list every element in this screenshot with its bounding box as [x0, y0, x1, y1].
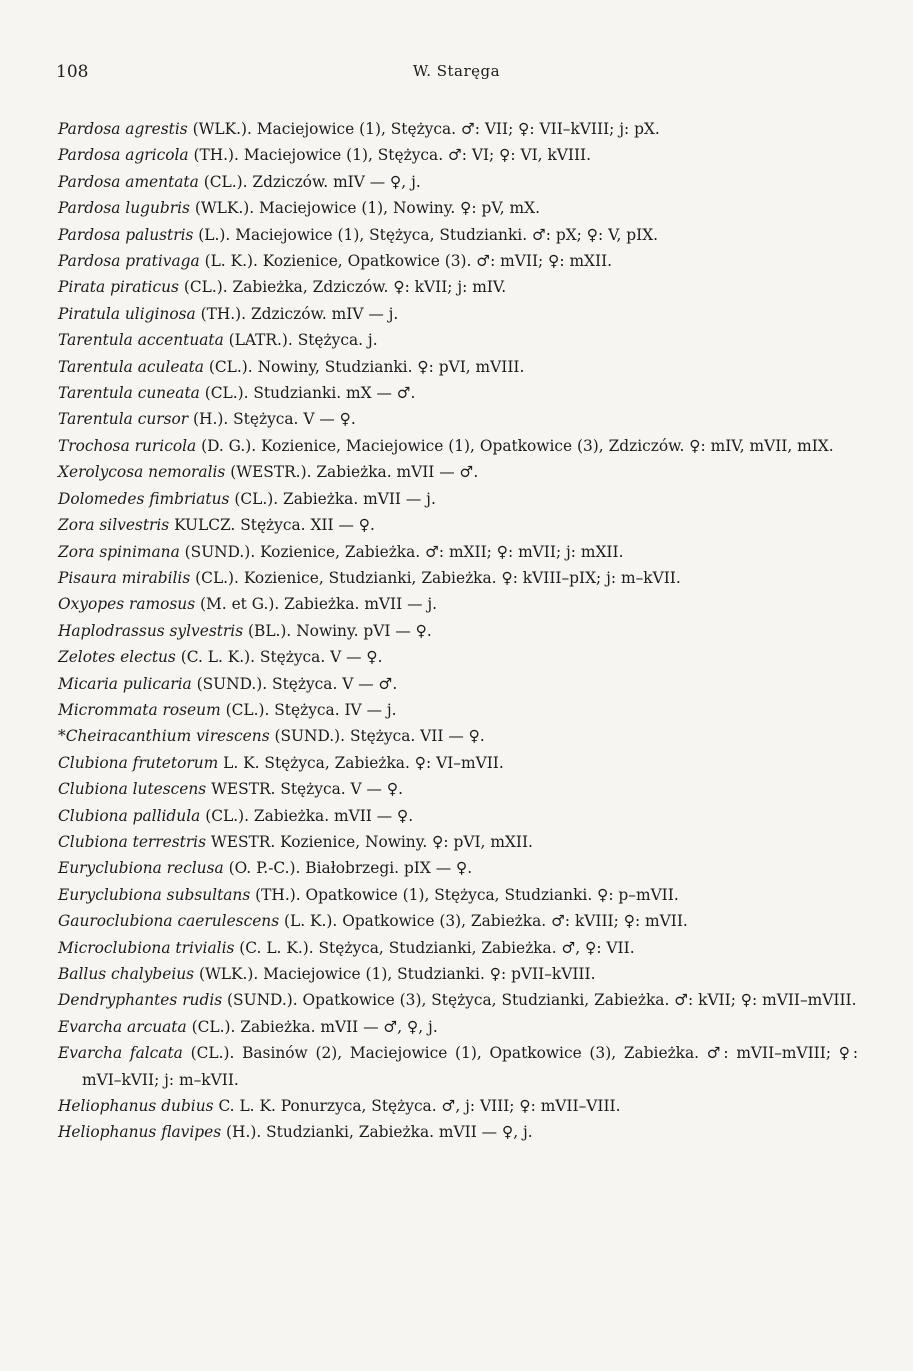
species-entry — [58, 354, 858, 380]
species-name: *Cheiracanthium virescens — [58, 727, 270, 746]
species-entry — [58, 935, 858, 961]
species-entry — [58, 776, 858, 802]
species-entry — [58, 222, 858, 248]
species-record: (SUND.). Stężyca. VII — ♀. — [269, 727, 485, 746]
species-entry — [58, 644, 858, 670]
species-name: Tarentula cursor — [58, 410, 189, 429]
species-record: (C. L. K.). Stężyca. V — ♀. — [175, 648, 383, 667]
species-name: Gauroclubiona caerulescens — [58, 912, 280, 931]
species-name: Pirata piraticus — [58, 278, 179, 297]
species-record: (CL.). Studzianki. mX — ♂. — [199, 384, 416, 403]
species-entry — [58, 195, 858, 221]
species-record: WESTR. Stężyca. V — ♀. — [206, 780, 403, 799]
species-entry — [58, 433, 858, 459]
page-number: 108 — [56, 62, 89, 82]
species-record: (SUND.). Opatkowice (3), Stężyca, Studzianki, Zabieżka. ♂: kVII; ♀: mVII–mVIII. — [222, 991, 857, 1010]
species-record: (CL.). Stężyca. IV — j. — [220, 700, 397, 719]
species-entry — [58, 803, 858, 829]
species-record: (CL.). Nowiny, Studzianki. ♀: pVI, mVIII. — [204, 357, 525, 376]
species-name: Pardosa lugubris — [58, 199, 190, 218]
species-entry — [58, 248, 858, 274]
species-name: Microclubiona trivialis — [58, 938, 235, 957]
species-name: Clubiona terrestris — [58, 832, 207, 851]
species-name: Tarentula cuneata — [58, 384, 200, 403]
species-name: Evarcha falcata — [58, 1044, 183, 1063]
species-entry — [58, 486, 858, 512]
species-name: Pardosa amentata — [58, 172, 199, 191]
species-entry — [58, 829, 858, 855]
species-entry — [58, 301, 858, 327]
page-header — [56, 62, 857, 84]
species-record: (TH.). Maciejowice (1), Stężyca. ♂: VI; ♀: VI, kVIII. — [188, 146, 592, 165]
species-entry — [58, 723, 858, 749]
species-record: (CL.). Kozienice, Studzianki, Zabieżka. ♀: kVIII–pIX; j: m–kVII. — [190, 568, 681, 587]
species-name: Dolomedes fimbriatus — [58, 489, 230, 508]
species-entry — [58, 618, 858, 644]
species-entry — [58, 539, 858, 565]
species-entry — [58, 987, 858, 1013]
species-record: (WLK.). Maciejowice (1), Stężyca. ♂: VII; ♀: VII–kVIII; j: pX. — [187, 120, 660, 138]
species-name: Pisaura mirabilis — [58, 568, 191, 587]
species-record: (CL.). Zabieżka. mVII — ♂, ♀, j. — [186, 1017, 438, 1036]
species-name: Pardosa agricola — [58, 146, 189, 165]
species-name: Clubiona frutetorum — [58, 753, 219, 772]
species-record: KULCZ. Stężyca. XII — ♀. — [169, 516, 375, 535]
species-record: L. K. Stężyca, Zabieżka. ♀: VI–mVII. — [218, 753, 504, 772]
species-record: (C. L. K.). Stężyca, Studzianki, Zabieżka. ♂, ♀: VII. — [234, 938, 635, 957]
species-entry — [58, 459, 858, 485]
species-record: (SUND.). Stężyca. V — ♂. — [191, 674, 398, 693]
species-entry — [58, 1093, 858, 1119]
species-record: (TH.). Opatkowice (1), Stężyca, Studzianki. ♀: p–mVII. — [250, 885, 679, 904]
species-name: Clubiona pallidula — [58, 806, 201, 825]
species-name: Haplodrassus sylvestris — [58, 621, 244, 640]
species-record: (L. K.). Kozienice, Opatkowice (3). ♂: mVII; ♀: mXII. — [199, 252, 613, 271]
species-record: (CL.). Basinów (2), Maciejowice (1), Opatkowice (3), Zabieżka. ♂: mVII–mVIII; ♀: mVI–kVII; j: m–kVII. — [82, 1044, 858, 1089]
species-name: Micaria pulicaria — [58, 674, 192, 693]
species-record: (O. P.-C.). Białobrzegi. pIX — ♀. — [223, 859, 473, 878]
species-record: (M. et G.). Zabieżka. mVII — j. — [195, 595, 438, 614]
species-name: Pardosa palustris — [58, 225, 194, 244]
species-entry — [58, 1040, 858, 1093]
species-name: Heliophanus dubius — [58, 1097, 214, 1116]
species-entry — [58, 855, 858, 881]
species-record: (CL.). Zabieżka. mVII — j. — [229, 489, 436, 508]
species-record: (BL.). Nowiny. pVI — ♀. — [243, 621, 432, 640]
species-record: WESTR. Kozienice, Nowiny. ♀: pVI, mXII. — [206, 832, 533, 851]
species-name: Evarcha arcuata — [58, 1017, 187, 1036]
species-entry — [58, 1119, 858, 1145]
species-entry — [58, 380, 858, 406]
species-entry — [58, 750, 858, 776]
species-entry — [58, 116, 858, 142]
species-entry — [58, 882, 858, 908]
species-record: (H.). Studzianki, Zabieżka. mVII — ♀, j. — [221, 1123, 533, 1142]
species-record: (L.). Maciejowice (1), Stężyca, Studzianki. ♂: pX; ♀: V, pIX. — [193, 225, 659, 244]
species-entry — [58, 961, 858, 987]
species-name: Tarentula accentuata — [58, 331, 224, 350]
species-name: Dendryphantes rudis — [58, 991, 223, 1010]
species-record: (CL.). Zabieżka, Zdziczów. ♀: kVII; j: mIV. — [178, 278, 507, 297]
species-name: Ballus chalybeius — [58, 965, 195, 983]
species-record: (TH.). Zdziczów. mIV — j. — [195, 304, 399, 323]
species-name: Pardosa prativaga — [58, 252, 200, 271]
species-name: Zelotes electus — [58, 648, 176, 667]
species-record: (WLK.). Maciejowice (1), Studzianki. ♀: pVII–kVIII. — [194, 965, 596, 983]
species-record: (WLK.). Maciejowice (1), Nowiny. ♀: pV, mX. — [189, 199, 540, 218]
species-name: Zora silvestris — [58, 516, 170, 535]
species-record: (LATR.). Stężyca. j. — [223, 331, 378, 350]
species-entry — [58, 591, 858, 617]
species-name: Piratula uliginosa — [58, 304, 196, 323]
species-name: Euryclubiona reclusa — [58, 859, 224, 878]
species-record: (L. K.). Opatkowice (3), Zabieżka. ♂: kVIII; ♀: mVII. — [279, 912, 688, 931]
species-name: Trochosa ruricola — [58, 436, 197, 455]
species-entry — [58, 512, 858, 538]
species-name: Xerolycosa nemoralis — [58, 463, 226, 482]
running-head: W. Staręga — [412, 62, 501, 80]
species-name: Pardosa agrestis — [58, 120, 188, 138]
species-entry — [58, 671, 858, 697]
species-name: Micrommata roseum — [58, 700, 221, 719]
species-name: Clubiona lutescens — [58, 780, 207, 799]
species-list — [58, 116, 858, 1146]
species-entry — [58, 327, 858, 353]
species-record: (H.). Stężyca. V — ♀. — [188, 410, 356, 429]
species-entry — [58, 1014, 858, 1040]
species-entry — [58, 406, 858, 432]
species-name: Zora spinimana — [58, 542, 180, 561]
species-name: Tarentula aculeata — [58, 357, 204, 376]
species-record: (CL.). Zdziczów. mIV — ♀, j. — [198, 172, 421, 191]
species-record: (CL.). Zabieżka. mVII — ♀. — [200, 806, 414, 825]
species-entry — [58, 697, 858, 723]
species-entry — [58, 274, 858, 300]
species-name: Oxyopes ramosus — [58, 595, 196, 614]
species-record: C. L. K. Ponurzyca, Stężyca. ♂, j: VIII; ♀: mVII–VIII. — [213, 1097, 621, 1116]
species-entry — [58, 169, 858, 195]
species-name: Heliophanus flavipes — [58, 1123, 222, 1142]
species-entry — [58, 908, 858, 934]
species-record: (WESTR.). Zabieżka. mVII — ♂. — [225, 463, 479, 482]
species-entry — [58, 142, 858, 168]
species-name: Euryclubiona subsultans — [58, 885, 251, 904]
species-record: (D. G.). Kozienice, Maciejowice (1), Opatkowice (3), Zdziczów. ♀: mIV, mVII, mIX. — [196, 436, 834, 455]
species-record: (SUND.). Kozienice, Zabieżka. ♂: mXII; ♀: mVII; j: mXII. — [179, 542, 624, 561]
species-entry — [58, 565, 858, 591]
